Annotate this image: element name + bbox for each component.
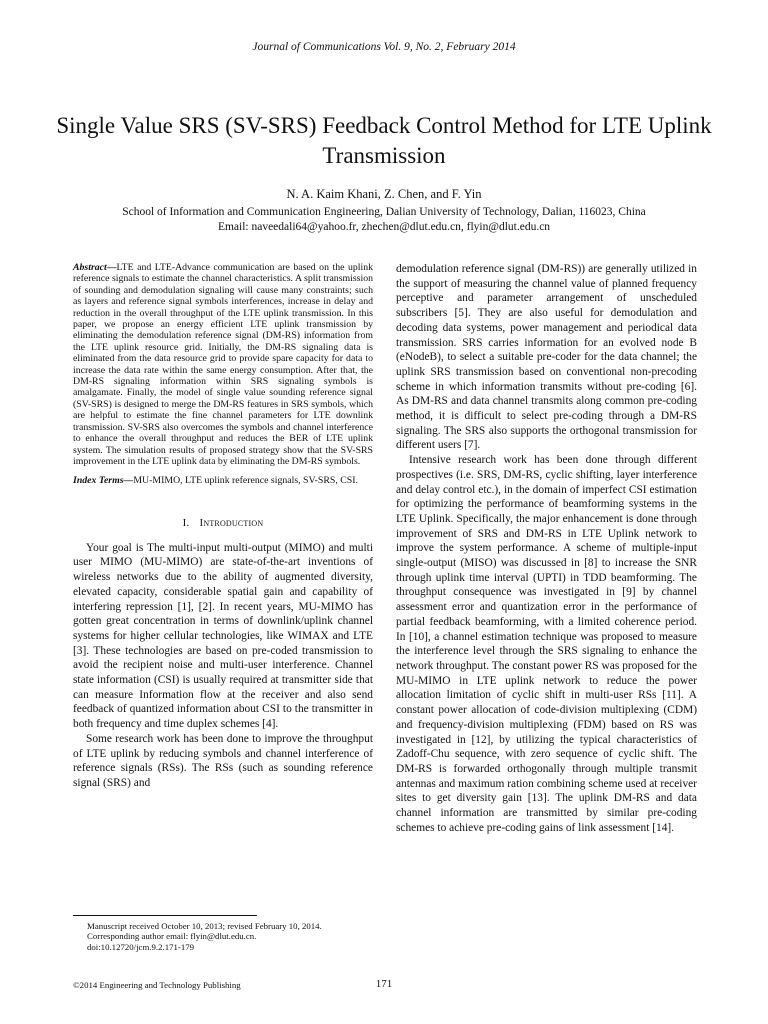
- affiliation: School of Information and Communication Engineering, Dalian University of Technology, Dalian, 116023, China: [122, 206, 646, 218]
- index-terms-label: Index Terms—: [73, 475, 134, 487]
- footnote-manuscript-dates: Manuscript received October 10, 2013; revised February 10, 2014.: [87, 921, 322, 931]
- footnote: [87, 921, 377, 952]
- paragraph: Intensive research work has been done through different prospectives (i.e. SRS, DM-RS, cyclic shifting, layer interference and delay control etc.), in the domain of imperfect CSI estimation for optimizing the performance of beamforming systems in the LTE Uplink. Specifically, the major enhancement is done through improvement of SRS and DM-RS in LTE Uplink network to improve the system performance. A scheme of multiple-input single-output (MISO) was discussed in [8] to increase the SNR through uplink time interval (UPTI) in TDD beamforming. The throughput consequence was investigated in [9] by channel assessment error and quantization error in the performance of partial feedback beamforming, with a limited coherence period. In [10], a channel estimation technique was proposed to measure the interference level through the SRS signaling to enhance the network throughput. The constant power RS was proposed for the MU-MIMO in LTE uplink network to reduce the power allocation limitation of cyclic shift in multi-user RSs [11]. A constant power allocation of code-division multiplexing (CDM) and frequency-division multiplexing (FDM) based on RS was investigated in [12], by utilizing the typical characteristics of Zadoff-Chu sequence, with zero sequence of cyclic shift. The DM-RS is forwarded orthogonally through multiple transmit antennas and maximum ration combining scheme used at receiver sites to get diversity gain [13]. The uplink DM-RS and data channel information are transmitted by similar pre-coding schemes to achieve pre-coding gains of link assessment [14].: [396, 454, 697, 834]
- section-number: I.: [182, 516, 190, 529]
- paragraph: Your goal is The multi-input multi-output (MIMO) and multi user MIMO (MU-MIMO) are state-of-the-art inventions of wireless networks due to the ability of augmented diversity, elevated capacity, considerable spatial gain and capability of interfering repression [1], [2]. In recent years, MU-MIMO has gotten great concentration in terms of downlink/uplink channel systems for higher cellular technologies, like WIMAX and LTE [3]. These technologies are based on pre-coded transmission to avoid the recipient noise and multi-user interference. Channel state information (CSI) is usually required at transmitter side that can measure Information flow at the receiver and also send feedback of quantized information about CSI to the transmitter in both frequency and time duplex schemes [4].: [73, 541, 373, 731]
- paragraph: demodulation reference signal (DM-RS)) are generally utilized in the support of measuring the channel value of planned frequency perceptive and parameter arrangement of unscheduled subscribers [5]. They are also useful for demodulation and decoding data systems, power management and periodical data transmission. SRS carries information for an evolved node B (eNodeB), to select a suitable pre-coder for the data channel; the uplink SRS transmission based on conventional non-precoding scheme in which information transmits without pre-coding [6]. As DM-RS and data channel transmits along common pre-coding method, it is difficult to select pre-coding through a DM-RS signaling. The SRS also supports the orthogonal transmission for different users [7].: [396, 263, 697, 452]
- footnote-corresponding-author: Corresponding author email: flyin@dlut.edu.cn.: [87, 931, 257, 942]
- abstract-text: LTE and LTE-Advance communication are based on the uplink reference signals to estimate the channel characteristics. A split transmission of sounding and demodulation signaling will cause many constraints; such as layers and reference signal symbols interferences, increase in delay and reduction in the overall throughput of the LTE uplink transmission. In this paper, we propose an energy efficient LTE uplink transmission by eliminating the demodulation reference signal (DM-RS) information from the LTE uplink resource grid. Initially, the DM-RS signaling data is eliminated from the data resource grid to provide spare capacity for data to increase the data rate within the same energy consumption. After that, the DM-RS signaling information within SRS signaling symbols is amalgamate. Finally, the model of single value sounding reference signal (SV-SRS) is designed to merge the DM-RS features in SRS symbols, which are helpful to estimate the fine channel parameters for LTE downlink transmission. SV-SRS also overcomes the symbols and channel interference to enhance the overall throughput and reduces the BER of LTE uplink system. The simulation results of proposed strategy show that the SV-SRS improvement in the LTE uplink data by eliminating the DM-RS symbols.: [73, 262, 373, 467]
- page-number: 171: [375, 978, 393, 990]
- index-terms-text: MU-MIMO, LTE uplink reference signals, SV-SRS, CSI.: [133, 475, 358, 487]
- copyright-notice: ©2014 Engineering and Technology Publishing: [73, 980, 241, 990]
- author-emails: Email: naveedali64@yahoo.fr, zhechen@dlut.edu.cn, flyin@dlut.edu.cn: [217, 220, 551, 233]
- index-terms: [73, 475, 373, 486]
- left-column: [73, 262, 373, 791]
- right-column: [396, 262, 697, 835]
- abstract: [73, 262, 373, 467]
- footnote-divider: [73, 915, 257, 916]
- author-list: N. A. Kaim Khani, Z. Chen, and F. Yin: [286, 187, 482, 201]
- affiliation-block: [0, 205, 768, 234]
- abstract-label: Abstract—: [73, 262, 117, 273]
- paper-title: Single Value SRS (SV-SRS) Feedback Control Method for LTE Uplink Transmission: [56, 113, 712, 168]
- section-title: Introduction: [199, 516, 264, 529]
- section-heading-introduction: [73, 517, 373, 529]
- journal-header: Journal of Communications Vol. 9, No. 2, February 2014: [252, 41, 516, 53]
- paragraph: Some research work has been done to improve the throughput of LTE uplink by reducing symbols and channel interference of reference signals (RSs). The RSs (such as sounding reference signal (SRS) and: [73, 732, 373, 789]
- footnote-doi: doi:10.12720/jcm.9.2.171-179: [87, 941, 195, 952]
